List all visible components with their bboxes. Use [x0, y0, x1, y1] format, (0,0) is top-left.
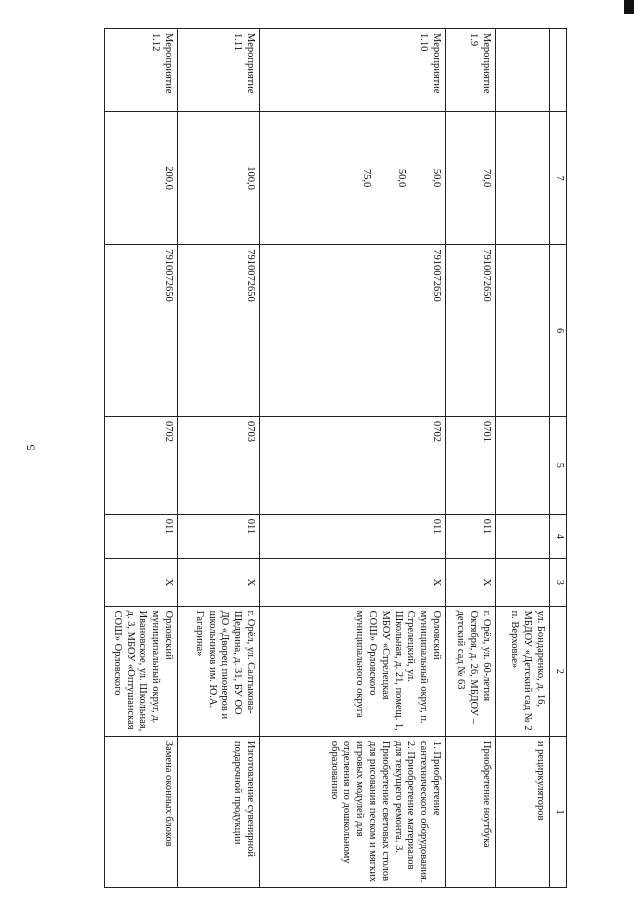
agency-code-cell: 011 [105, 514, 178, 558]
column-number: 6 [550, 245, 567, 417]
agency-code-cell [496, 514, 550, 558]
row-label: Мероприятие 1.12 [105, 29, 178, 112]
column-number-row [550, 29, 567, 888]
subsection-cell: 0703 [178, 417, 260, 515]
agency-code-cell: 011 [446, 514, 496, 558]
column-number: 5 [550, 417, 567, 515]
column-number: 4 [550, 514, 567, 558]
address-cell: Орловский муниципальный округ, д. Ивановское, ул. Школьная, д. 3, МБОУ «Оптушанская СОШ» Орловского [105, 606, 178, 736]
target-article-cell: 7910072650 [260, 245, 446, 417]
agency-code-cell: 011 [178, 514, 260, 558]
address-cell: г. Орёл, ул. 60-летия Октября, д. 26, МБДОУ – детский сад № 63 [446, 606, 496, 736]
activity-name-cell: Приобретение ноутбука [446, 736, 496, 887]
address-cell: Орловский муниципальный округ, п. Стрелецкий, ул. Школьная, д. 21, помещ. 1, МБОУ «Стрелецкая СОШ» Орловского муниципального округа [260, 606, 446, 736]
row-label-spacer [550, 29, 567, 112]
row-label: Мероприятие 1.9 [446, 29, 496, 112]
table-row [496, 29, 550, 888]
address-cell: г. Орёл, ул. Салтыкова-Щедрина, д. 31, БУ ОО ДО «Дворец пионеров и школьников им. Ю.А. Гагарина» [178, 606, 260, 736]
table-row [260, 29, 446, 888]
mark-cell: X [105, 559, 178, 606]
subsection-cell: 0702 [260, 417, 446, 515]
page-number: 5 [23, 444, 38, 451]
row-label: Мероприятие 1.11 [178, 29, 260, 112]
amount-cell [496, 111, 550, 244]
amount-cell: 200,0 [105, 111, 178, 244]
table-row [446, 29, 496, 888]
column-number: 7 [550, 111, 567, 244]
table-row [178, 29, 260, 888]
activity-name-cell: Изготовление сувенирной подарочной продукции [178, 736, 260, 887]
mark-cell: X [446, 559, 496, 606]
column-number: 3 [550, 559, 567, 606]
scan-mark [624, 0, 634, 14]
table-row [105, 29, 178, 888]
subsection-cell: 0701 [446, 417, 496, 515]
column-number: 1 [550, 736, 567, 887]
amount-line: 75,0 [361, 168, 373, 188]
amount-cell: 100,0 [178, 111, 260, 244]
activity-name-cell: 1. Приобретение сантехнического оборудования. 2. Приобретение материалов для текущего ремонта. 3. Приобретение световых столов для рисования песком и мягких игровых модулей для отделения по дошкольному образованию [260, 736, 446, 887]
column-number: 2 [550, 606, 567, 736]
row-label [496, 29, 550, 112]
target-article-cell: 7910072650 [446, 245, 496, 417]
subsection-cell [496, 417, 550, 515]
target-article-cell: 7910072650 [105, 245, 178, 417]
amount-cell: 70,0 [446, 111, 496, 244]
mark-cell [496, 559, 550, 606]
budget-table [104, 28, 567, 888]
rotated-table-container [106, 28, 567, 888]
amount-cell [260, 111, 446, 244]
activity-name-cell: Замена оконных блоков [105, 736, 178, 887]
amount-line: 50,0 [431, 168, 442, 188]
amount-line: 50,0 [396, 168, 408, 188]
address-cell: ул. Бондаренко, д. 16, МБДОУ «Детский сад № 2 п. Верховье» [496, 606, 550, 736]
agency-code-cell: 011 [260, 514, 446, 558]
activity-name-cell: и рециркуляторов [496, 736, 550, 887]
row-label: Мероприятие 1.10 [260, 29, 446, 112]
mark-cell: X [260, 559, 446, 606]
mark-cell: X [178, 559, 260, 606]
subsection-cell: 0702 [105, 417, 178, 515]
target-article-cell: 7910072650 [178, 245, 260, 417]
target-article-cell [496, 245, 550, 417]
